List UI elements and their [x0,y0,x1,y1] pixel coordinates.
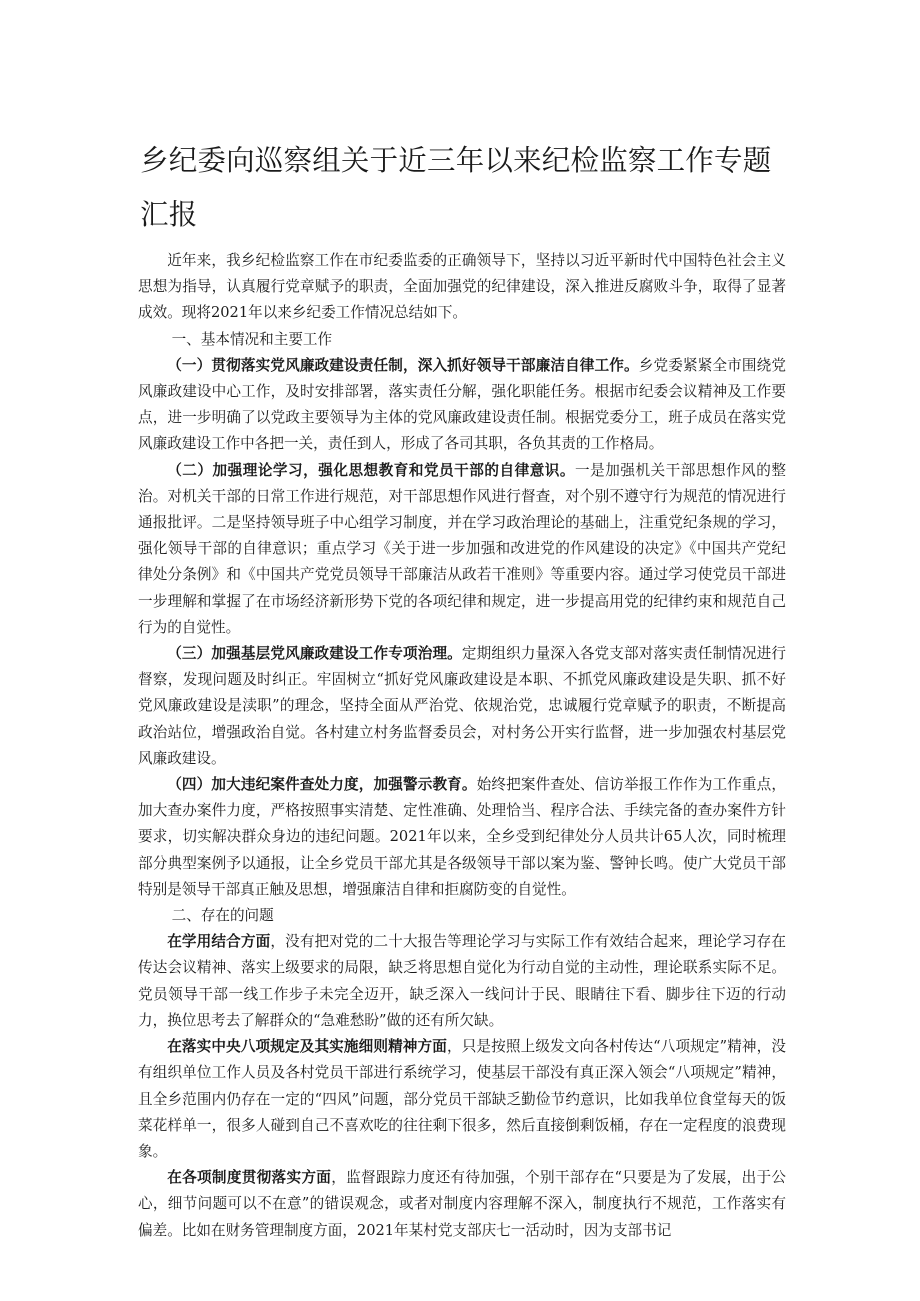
item-text: 乡党委紧紧全市围绕党风廉政建设中心工作，及时安排部署，落实责任分解，强化职能任务。根据市纪委会议精神及工作要点，进一步明确了以党政主要领导为主体的党风廉政建设责任制。根据党委分工，班子成员在落实党风廉政建设工作中各把一关，责任到人，形成了各司其职，各负其责的工作格局。 [138,356,786,453]
document-body [138,248,786,1244]
item-lead: （三）加强基层党风廉政建设工作专项治理。 [167,645,462,663]
item-lead: 在落实中央八项规定及其实施细则精神方面 [167,1038,447,1056]
section2-item-2 [138,1034,786,1165]
item-lead: （二）加强理论学习，强化思想教育和党员干部的自律意识。 [167,461,576,479]
item-lead: 在各项制度贯彻落实方面 [167,1169,332,1187]
section2-item-3 [138,1165,786,1244]
section-heading-1: 一、基本情况和主要工作 [171,330,333,348]
item-text: ，没有把对党的二十大报告等理论学习与实际工作有效结合起来，理论学习存在传达会议精神、落实上级要求的局限，缺乏将思想自觉化为行动自觉的主动性，理论联系实际不足。党员领导干部一线工作步子未完全迈开，缺乏深入一线问计于民、眼睛往下看、脚步往下迈的行动力，换位思考去了解群众的“急难愁盼”做的还有所欠缺。 [138,933,786,1029]
item-text: ，监督跟踪力度还有待加强，个别干部存在“只要是为了发展，出于公心，细节问题可以不在意”的错误观念，或者对制度内容理解不深入，制度执行不规范，工作落实有偏差。比如在财务管理制度方面，2021年某村党支部庆七一活动时，因为支部书记 [138,1169,786,1239]
item-lead: （一）贯彻落实党风廉政建设责任制，深入抓好领导干部廉洁自律工作。 [167,356,639,374]
section-heading-2: 二、存在的问题 [171,907,274,925]
document-title: 乡纪委向巡察组关于近三年以来纪检监察工作专题汇报 [140,144,772,231]
intro-paragraph: 近年来，我乡纪检监察工作在市纪委监委的正确领导下，坚持以习近平新时代中国特色社会主义思想为指导，认真履行党章赋予的职责，全面加强党的纪律建设，深入推进反腐败斗争，取得了显著成效。现将2021年以来乡纪委工作情况总结如下。 [138,252,786,322]
item-text: 定期组织力量深入各党支部对落实责任制情况进行督察，发现问题及时纠正。牢固树立“抓好党风廉政建设是本职、不抓党风廉政建设是失职、抓不好党风廉政建设是渎职”的理念，坚持全面从严治党、依规治党，忠诚履行党章赋予的职责，不断提高政治站位，增强政治自觉。各村建立村务监督委员会，对村务公开实行监督，进一步加强农村基层党风廉政建设。 [138,645,786,767]
item-lead: 在学用结合方面 [167,933,271,951]
item-text: 一是加强机关干部思想作风的整治。对机关干部的日常工作进行规范，对干部思想作风进行督查，对个别不遵守行为规范的情况进行通报批评。二是坚持领导班子中心组学习制度，并在学习政治理论的基础上，注重党纪条规的学习，强化领导干部的自律意识；重点学习《关于进一步加强和改进党的作风建设的决定》《中国共产党纪律处分条例》和《中国共产党党员领导干部廉洁从政若干准则》等重要内容。通过学习使党员干部进一步理解和掌握了在市场经济新形势下党的各项纪律和规定，进一步提高用党的纪律约束和规范自己行为的自觉性。 [138,461,786,636]
section1-item-1 [138,353,786,458]
item-text: 始终把案件查处、信访举报工作作为工作重点，加大查办案件力度，严格按照事实清楚、定性准确、处理恰当、程序合法、手续完备的查办案件方针要求，切实解决群众身边的违纪问题。2021年以来，全乡受到纪律处分人员共计65人次，同时梳理部分典型案例予以通报，让全乡党员干部尤其是各级领导干部以案为鉴、警钟长鸣。使广大党员干部特别是领导干部真正触及思想，增强廉洁自律和拒腐防变的自觉性。 [138,776,786,898]
section1-item-2 [138,458,786,641]
item-text: ，只是按照上级发文向各村传达“八项规定”精神，没有组织单位工作人员及各村党员干部进行系统学习，使基层干部没有真正深入领会“八项规定”精神，且全乡范围内仍存在一定的“四风”问题，部分党员干部缺乏勤俭节约意识，比如我单位食堂每天的饭菜花样单一，很多人碰到自己不喜欢吃的往往剩下很多，然后直接倒剩饭桶，存在一定程度的浪费现象。 [138,1038,786,1160]
item-lead: （四）加大违纪案件查处力度，加强警示教育。 [167,776,477,794]
section1-item-4 [138,772,786,903]
section2-item-1 [138,929,786,1034]
section1-item-3 [138,641,786,772]
document-page [138,0,788,1301]
